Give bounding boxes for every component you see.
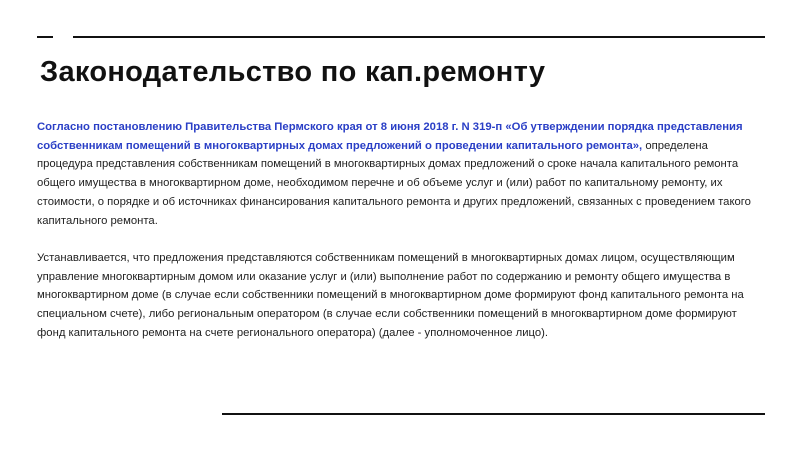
decorative-dash xyxy=(37,36,53,38)
paragraph-procedure: Устанавливается, что предложения представляются собственникам помещений в многоквартирных домах лицом, осуществляющим управление многоквартирным домом или оказание услуг и (или) выполнение работ по содержанию и ремонту общего имущества в многоквартирном доме (в случае если собственники помещений в многоквартирном доме формируют фонд капитального ремонта на специальном счете), либо региональным оператором (в случае если собственники помещений в многоквартирном доме формируют фонд капитального ремонта на счете регионального оператора) (далее - уполномоченное лицо). xyxy=(37,251,744,339)
bottom-divider xyxy=(222,413,765,415)
paragraph-resolution-text: определена процедура представления собственникам помещений в многоквартирных домах предложений о сроке начала капитального ремонта общего имущества в многоквартирном доме, необходимом перечне и об объеме услуг и (или) работ по капитальному ремонту, их стоимости, о порядке и об источниках финансирования капитального ремонта и других предложений, связанных с проведением такого капитального ремонта. xyxy=(37,139,751,227)
slide-title: Законодательство по кап.ремонту xyxy=(40,56,546,88)
paragraph-resolution xyxy=(37,118,765,230)
top-divider xyxy=(73,36,765,38)
resolution-reference: Согласно постановлению Правительства Пермского края от 8 июня 2018 г. N 319-п «Об утверждении порядка представления собственникам помещений в многоквартирных домах предложений о проведении капитального ремонта», xyxy=(37,121,743,152)
slide-body xyxy=(37,118,765,342)
